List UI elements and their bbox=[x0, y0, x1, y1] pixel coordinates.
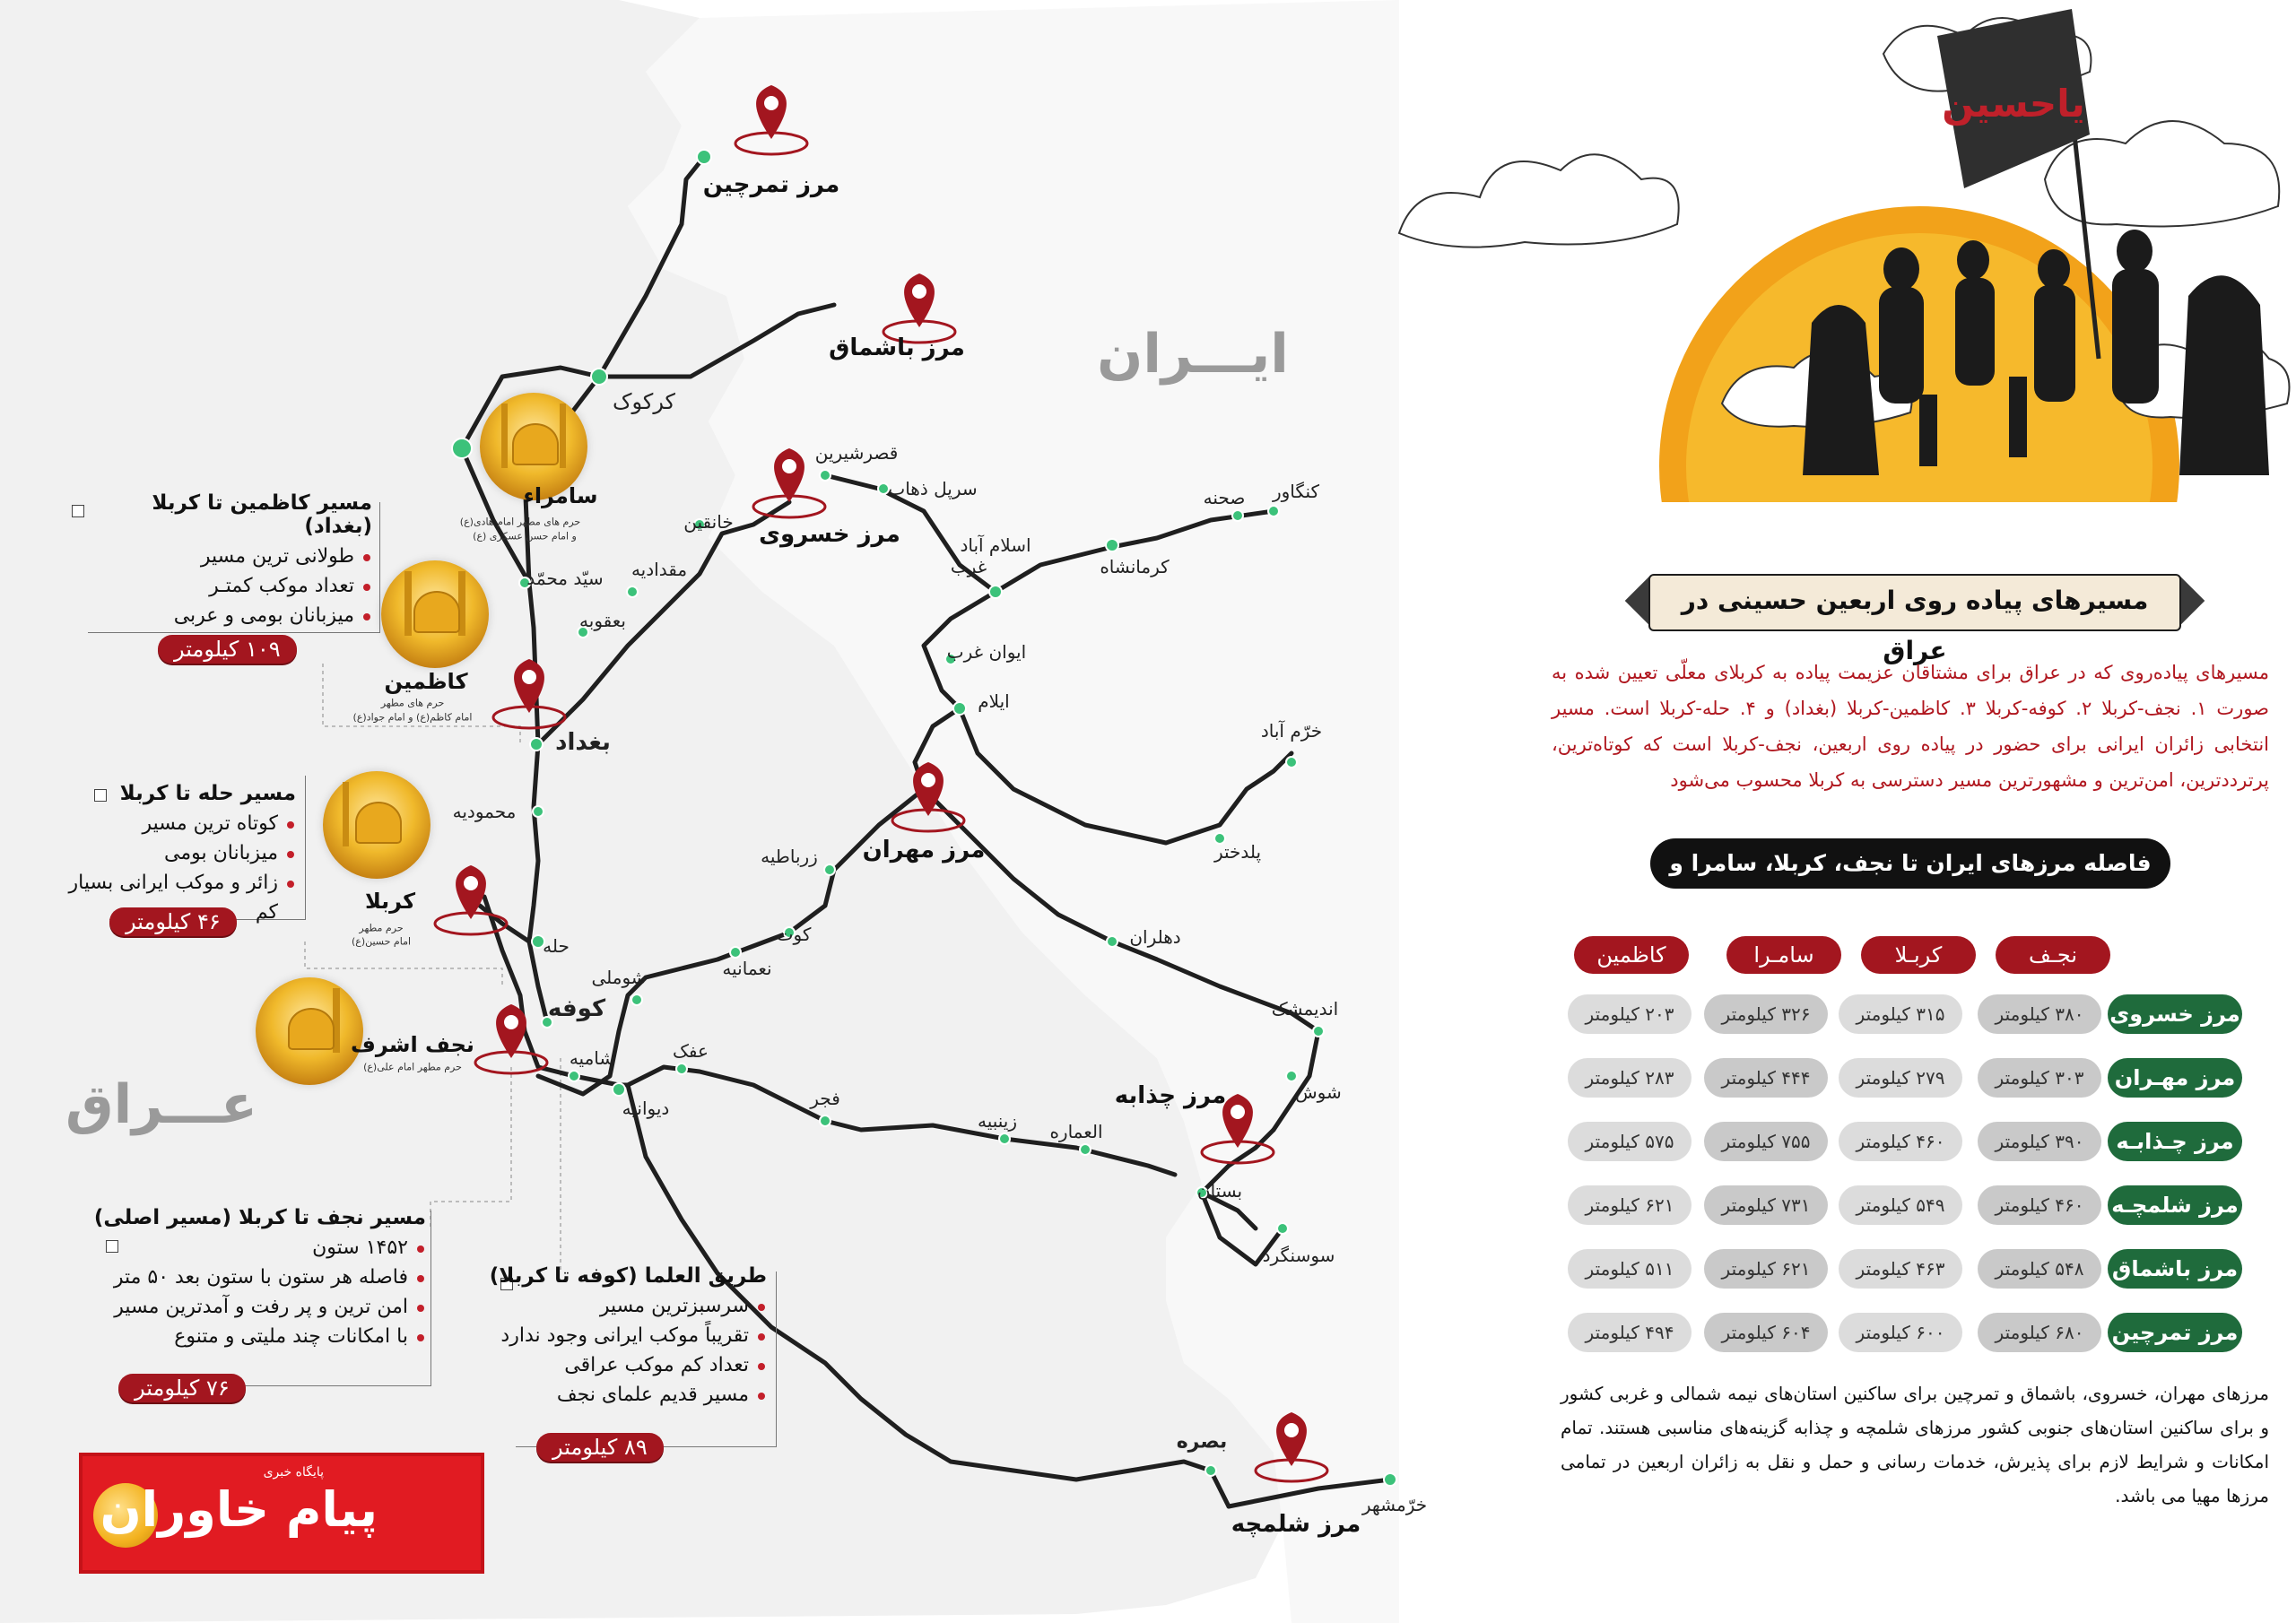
city-shamiyah: شامیه bbox=[569, 1047, 615, 1069]
km-badge-kazemin: ۱۰۹ کیلومتر bbox=[158, 635, 297, 664]
city-dehloran: دهلران bbox=[1129, 926, 1181, 948]
list-item: امن ترین و پر رفت و آمدترین مسیر bbox=[63, 1292, 426, 1322]
city-baqubah: بعقوبه bbox=[579, 610, 626, 631]
najaf-shrine-image bbox=[256, 977, 363, 1085]
row-header: مرز شلمچـه bbox=[2108, 1185, 2242, 1225]
row-header: مرز چـذابـه bbox=[2108, 1122, 2242, 1161]
table-cell: ۶۲۱ کیلومتر bbox=[1568, 1185, 1692, 1225]
list-item: میزبانان بومی bbox=[40, 838, 296, 868]
row-header: مرز تمرچین bbox=[2108, 1313, 2242, 1352]
table-cell: ۳۱۵ کیلومتر bbox=[1839, 994, 1962, 1034]
city-khorramshahr: خرّمشهر bbox=[1361, 1494, 1428, 1515]
table-cell: ۵۷۵ کیلومتر bbox=[1568, 1122, 1692, 1161]
shrine-sub-karbala: حرم مطهر bbox=[359, 922, 404, 934]
route-title: مسیر حله تا کربلا bbox=[119, 782, 296, 805]
column-header-kazemin: کاظمین bbox=[1574, 936, 1689, 974]
column-header-samarra: سامـرا bbox=[1726, 936, 1841, 974]
city-shumali: شوملی bbox=[591, 967, 647, 988]
city-kirkuk: کرکوک bbox=[613, 389, 675, 414]
border-label-chazabeh: مرز چذابه bbox=[1114, 1082, 1227, 1109]
intro-paragraph: مسیرهای پیاده‌روی که در عراق برای مشتاقان عزیمت پیاده به کربلای معلّی تعیین شده به صورت ۱. نجف-کربلا ۲. کوفه-کربلا ۳. کاظمین-کربلا (بغداد) و ۴. حله-کربلا است. مسیر انتخابی زائران ایرانی برای حضور در پیاده روی اربعین، نجف-کربلا است که کوتاه‌ترین، پرتردد‌ترین، امن‌ترین و مشهورترین مسیر دسترسی به کربلا محسوب می‌شود bbox=[1552, 662, 2270, 791]
shrine-sub2-samarra: و امام حسن عسکری (ع) bbox=[473, 530, 577, 542]
border-label-mehran: مرز مهران bbox=[862, 837, 986, 864]
city-hilla: حله bbox=[543, 935, 570, 957]
panel-title: مسیرهای پیاده روی اربعین حسینی در عراق bbox=[1648, 574, 2181, 631]
list-item: مسیر قدیم علمای نجف bbox=[489, 1380, 767, 1410]
city-mahmudiyah: محمودیه bbox=[452, 801, 517, 822]
table-cell: ۶۰۴ کیلومتر bbox=[1704, 1313, 1828, 1352]
list-item: تعداد موکب کمتـر bbox=[90, 571, 372, 601]
table-heading: فاصله مرزهای ایران تا نجف، کربلا، سامرا و کاظمین bbox=[1650, 838, 2170, 889]
route-title: مسیر نجف تا کربلا (مسیر اصلی) bbox=[93, 1206, 426, 1229]
shrine-label-najaf: نجف اشرف bbox=[351, 1032, 474, 1057]
table-cell: ۶۲۱ کیلومتر bbox=[1704, 1249, 1828, 1289]
karbala-shrine-image bbox=[323, 771, 430, 879]
route-box-kazemin bbox=[90, 491, 372, 630]
city-kut: کوت bbox=[776, 924, 812, 945]
brand-logo bbox=[79, 1453, 484, 1574]
row-header: مرز خسروی bbox=[2108, 994, 2242, 1034]
shrine-label-samarra: سامراء bbox=[523, 483, 598, 508]
list-item: طولانی ترین مسیر bbox=[90, 542, 372, 571]
border-label-shalamcheh: مرز شلمچه bbox=[1231, 1511, 1361, 1538]
list-item: سرسبزترین مسیر bbox=[489, 1291, 767, 1321]
route-title: طریق العلما (کوفه تا کربلا) bbox=[489, 1264, 767, 1288]
shrine-sub-samarra: حرم های مطهر امام هادی(ع) bbox=[459, 516, 581, 528]
city-sarpol-zahab: سرپل ذهاب bbox=[888, 478, 978, 499]
route-box-najaf bbox=[63, 1206, 426, 1351]
city-diwaniyah: دیوانیه bbox=[622, 1098, 670, 1119]
route-box-hilla bbox=[40, 782, 296, 927]
table-cell: ۵۴۹ کیلومتر bbox=[1839, 1185, 1962, 1225]
list-item: میزبانان بومی و عربی bbox=[90, 601, 372, 630]
city-muqdadiyah: مقدادیه bbox=[631, 559, 688, 580]
city-amarah: العماره bbox=[1049, 1121, 1103, 1142]
table-cell: ۲۰۳ کیلومتر bbox=[1568, 994, 1692, 1034]
table-cell: ۲۸۳ کیلومتر bbox=[1568, 1058, 1692, 1098]
city-zeinabiyah: زینبیه bbox=[977, 1110, 1018, 1132]
table-cell: ۳۲۶ کیلومتر bbox=[1704, 994, 1828, 1034]
table-cell: ۶۰۰ کیلومتر bbox=[1839, 1313, 1962, 1352]
logo-name: پیام خاوران bbox=[100, 1481, 378, 1538]
city-kermanshah: کرمانشاه bbox=[1100, 556, 1170, 577]
city-sahneh: صحنه bbox=[1203, 487, 1246, 508]
country-label-iraq: عـــراق bbox=[65, 1073, 258, 1136]
table-cell: ۶۸۰ کیلومتر bbox=[1978, 1313, 2101, 1352]
city-khanaqin: خانقین bbox=[683, 511, 734, 533]
row-header: مرز مهـران bbox=[2108, 1058, 2242, 1098]
city-shush: شوش bbox=[1295, 1081, 1342, 1103]
city-zurbatiyah: زرباطیه bbox=[761, 846, 818, 867]
shrine-sub-kazemin: حرم های مطهر bbox=[380, 697, 445, 709]
list-item: تعداد کم موکب عراقی bbox=[489, 1350, 767, 1380]
shrine-sub2-karbala: امام حسین(ع) bbox=[351, 935, 412, 948]
table-cell: ۴۹۴ کیلومتر bbox=[1568, 1313, 1692, 1352]
shrine-label-karbala: کربلا bbox=[364, 889, 416, 914]
row-header: مرز باشماق bbox=[2108, 1249, 2242, 1289]
list-item: زائر و موکب ایرانی بسیار کم bbox=[40, 868, 296, 927]
table-cell: ۲۷۹ کیلومتر bbox=[1839, 1058, 1962, 1098]
list-item: با امکانات چند ملیتی و متنوع bbox=[63, 1322, 426, 1351]
table-cell: ۴۶۰ کیلومتر bbox=[1978, 1185, 2101, 1225]
shrine-sub-najaf: حرم مطهر امام علی(ع) bbox=[363, 1061, 462, 1073]
list-item: کوتاه ترین مسیر bbox=[40, 809, 296, 838]
city-gharb: غرب bbox=[950, 556, 987, 577]
kazemin-shrine-image bbox=[381, 560, 489, 668]
table-cell: ۳۹۰ کیلومتر bbox=[1978, 1122, 2101, 1161]
border-label-tamarchin: مرز تمرچین bbox=[702, 171, 840, 198]
table-cell: ۴۶۳ کیلومتر bbox=[1839, 1249, 1962, 1289]
column-header-najaf: نجـف bbox=[1996, 936, 2110, 974]
box-marker-kazemin bbox=[72, 505, 84, 517]
city-eyvan: ایوان غرب bbox=[946, 641, 1027, 663]
table-cell: ۴۴۴ کیلومتر bbox=[1704, 1058, 1828, 1098]
footer-paragraph: مرزهای مهران، خسروی، باشماق و تمرچین برای ساکنین استان‌های نیمه شمالی و غربی کشور و برای ساکنین استان‌های جنوبی کشور مرزهای شلمچه و چذابه گزینه‌های مناسبی هستند. تمام امکانات و شرایط لازم برای پذیرش، خدمات رسانی و حمل و نقل به زائران اربعین در تمامی مرزها مهیا می باشد. bbox=[1561, 1383, 2269, 1506]
banner-text: یاحسین bbox=[1942, 82, 2085, 126]
column-header-karbala: کربـلا bbox=[1861, 936, 1976, 974]
city-andimeshk: اندیمشک bbox=[1271, 998, 1339, 1020]
city-poldokhtar: پلدختر bbox=[1213, 841, 1262, 863]
city-numaniyah: نعمانیه bbox=[722, 958, 772, 979]
shrine-label-kazemin: کاظمین bbox=[384, 669, 468, 694]
list-item: تقریباً موکب ایرانی وجود ندارد bbox=[489, 1321, 767, 1350]
table-cell: ۷۳۱ کیلومتر bbox=[1704, 1185, 1828, 1225]
city-kufa: کوفه bbox=[547, 995, 606, 1022]
city-baghdad: بغداد bbox=[555, 729, 611, 756]
city-fajr: فجر bbox=[810, 1088, 840, 1109]
city-qasr-shirin: قصرشیرین bbox=[814, 442, 899, 464]
table-cell: ۷۵۵ کیلومتر bbox=[1704, 1122, 1828, 1161]
table-cell: ۵۱۱ کیلومتر bbox=[1568, 1249, 1692, 1289]
city-ilam: ایلام bbox=[978, 690, 1010, 712]
table-cell: ۴۶۰ کیلومتر bbox=[1839, 1122, 1962, 1161]
table-cell: ۵۴۸ کیلومتر bbox=[1978, 1249, 2101, 1289]
city-basra: بصره bbox=[1176, 1430, 1228, 1454]
city-eslamabad: اسلام آباد bbox=[960, 534, 1031, 556]
km-badge-olama: ۸۹ کیلومتر bbox=[536, 1433, 664, 1462]
km-badge-hilla: ۴۶ کیلومتر bbox=[109, 907, 237, 936]
city-khorramabad: خرّم آباد bbox=[1260, 720, 1323, 742]
country-label-iran: ایـــران bbox=[1097, 323, 1289, 386]
city-susangerd: سوسنگرد bbox=[1262, 1245, 1335, 1266]
city-sayyed-mohammad: سیّد محمّد bbox=[526, 568, 604, 589]
logo-tagline: پایگاه خبری bbox=[263, 1465, 324, 1480]
border-label-khosravi: مرز خسروی bbox=[759, 521, 900, 548]
hero-illustration bbox=[1381, 0, 2296, 502]
list-item: ۱۴۵۲ ستون bbox=[63, 1233, 426, 1263]
city-afak: عفک bbox=[673, 1040, 709, 1062]
city-bostan: بستان bbox=[1196, 1180, 1243, 1202]
table-cell: ۳۰۳ کیلومتر bbox=[1978, 1058, 2101, 1098]
shrine-sub2-kazemin: امام کاظم(ع) و امام جواد(ع) bbox=[352, 711, 473, 724]
route-title: مسیر کاظمین تا کربلا (بغداد) bbox=[152, 491, 372, 538]
table-cell: ۳۸۰ کیلومتر bbox=[1978, 994, 2101, 1034]
km-badge-najaf: ۷۶ کیلومتر bbox=[118, 1374, 246, 1402]
city-kangavar: کنگاور bbox=[1272, 481, 1320, 502]
route-box-olama bbox=[489, 1264, 767, 1410]
border-label-bashmaq: مرز باشماق bbox=[829, 334, 965, 361]
list-item: فاصله هر ستون با ستون بعد ۵۰ متر bbox=[63, 1263, 426, 1292]
